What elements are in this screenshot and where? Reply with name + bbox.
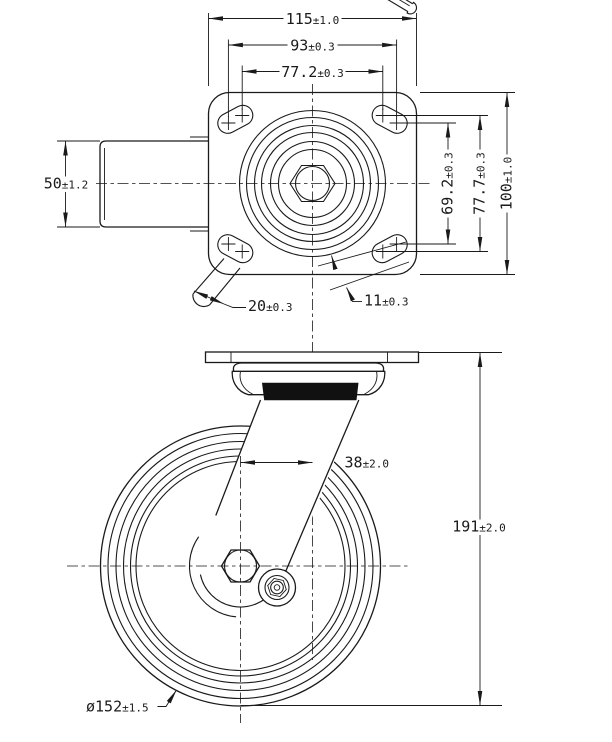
dim-slot-length <box>194 291 293 315</box>
wheel-top-outline <box>100 137 209 231</box>
dim-wheel-diameter <box>86 690 177 716</box>
side-view <box>67 0 612 742</box>
swivel-housing <box>206 352 419 400</box>
mounting-slot-bottom-right <box>369 231 411 266</box>
dim-overall-depth-label: 100±1.0 <box>497 156 516 211</box>
dim-overall-width-label: 115±1.0 <box>285 10 340 28</box>
dim-wheel-diameter-label: ø152±1.5 <box>86 697 149 716</box>
slot-boss-projection <box>193 259 240 307</box>
axle-end-fitting <box>259 569 296 606</box>
dim-bolt-span-inner-label: 77.2±0.3 <box>281 63 344 81</box>
dim-swivel-offset-label: 38±2.0 <box>344 453 390 472</box>
mounting-slot-bottom-left <box>214 231 256 266</box>
dim-bolt-span-vert-outer-label: 77.7±0.3 <box>470 152 489 215</box>
dim-bolt-span-outer-label: 93±0.3 <box>290 36 335 55</box>
mounting-slot-top-left <box>214 102 256 137</box>
dim-overall-depth <box>420 93 516 275</box>
dim-slot-width <box>318 242 409 310</box>
dim-wheel-width-label: 50±1.2 <box>43 174 89 193</box>
seal-band <box>262 383 359 401</box>
dim-slot-width-label: 11±0.3 <box>364 291 409 310</box>
dim-bolt-span-vert-inner-label: 69.2±0.3 <box>438 152 457 215</box>
mounting-slot-top-right <box>369 102 411 137</box>
top-plate-side <box>206 352 419 363</box>
dim-wheel-width <box>42 141 100 227</box>
wheel-spokes <box>361 0 612 742</box>
dim-overall-height-label: 191±2.0 <box>452 517 506 536</box>
dim-slot-length-label: 20±0.3 <box>248 297 293 315</box>
